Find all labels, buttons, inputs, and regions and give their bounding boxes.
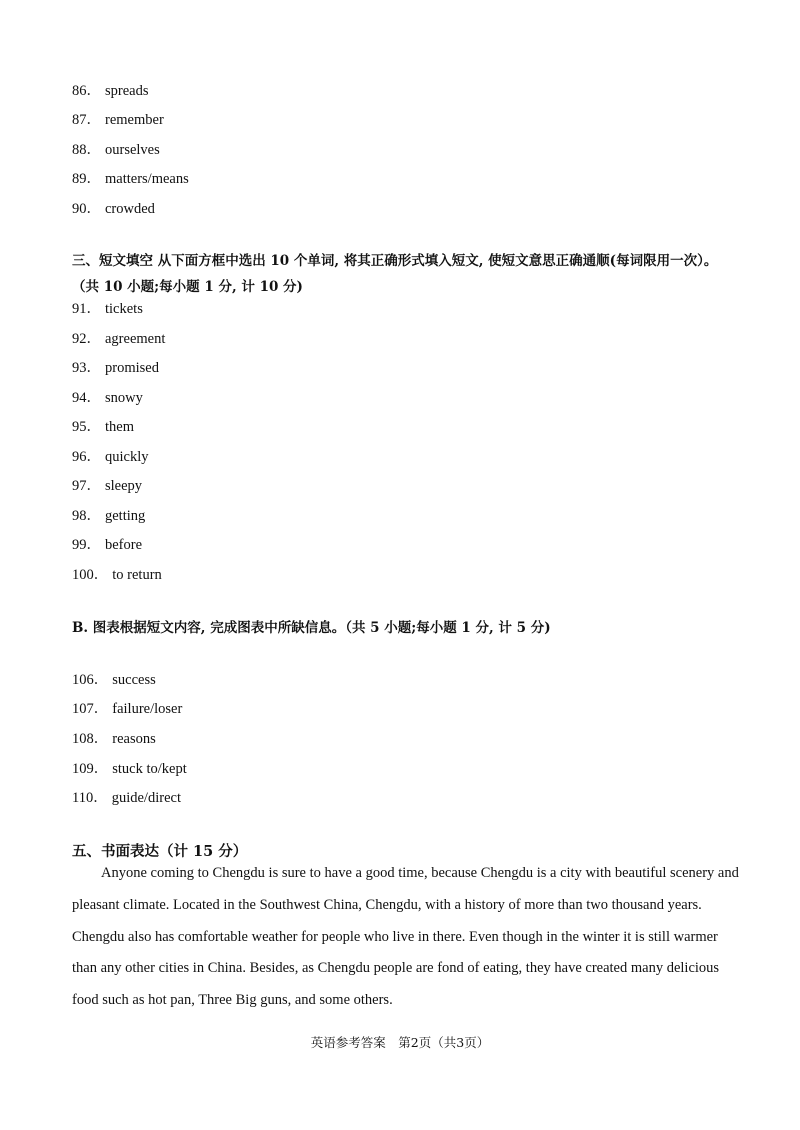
answer-line [72, 138, 160, 159]
question-number: 86． [72, 83, 101, 99]
question-number: 100． [72, 567, 109, 583]
page-footer: 英语参考答案 第2页（共3页） [310, 1035, 490, 1050]
question-number: 92． [72, 331, 101, 347]
answer-line [72, 386, 143, 407]
section-b-heading: B. 图表根据短文内容, 完成图表中所缺信息。（共 5 小题;每小题 1 分, 计 5 分) [72, 620, 551, 636]
answer-text: matters/means [105, 171, 189, 187]
section-five-heading: 五、书面表达（计 15 分） [72, 843, 248, 860]
answer-text: guide/direct [111, 790, 181, 806]
answer-text: remember [105, 112, 164, 128]
question-number: 93． [72, 360, 101, 376]
answer-text: getting [105, 508, 146, 524]
answer-text: to return [112, 567, 162, 583]
answer-line [72, 786, 181, 807]
answer-text: stuck to/kept [112, 761, 187, 777]
question-number: 107． [72, 701, 109, 717]
answer-line [72, 533, 142, 554]
answer-line [72, 563, 162, 584]
answer-text: them [105, 419, 134, 435]
answer-line [72, 297, 143, 318]
answer-text: promised [105, 360, 159, 376]
answer-text: before [105, 537, 143, 553]
answer-line [72, 415, 134, 436]
answer-text: success [112, 672, 156, 688]
essay-line: than any other cities in China. Besides, as Chengdu people are fond of eating, they have created many delicious [72, 960, 720, 976]
section-three-subheading: （共 10 小题;每小题 1 分, 计 10 分) [72, 279, 303, 295]
answer-text: failure/loser [112, 701, 183, 717]
question-number: 110． [72, 790, 108, 806]
question-number: 88． [72, 142, 101, 158]
essay-line: pleasant climate. Located in the Southwest China, Chengdu, with a history of more than two thousand years. [72, 897, 702, 913]
question-number: 87． [72, 112, 101, 128]
question-number: 95． [72, 419, 101, 435]
essay-line: Anyone coming to Chengdu is sure to have a good time, because Chengdu is a city with beautiful scenery and [101, 865, 739, 881]
answer-line [72, 697, 182, 718]
question-number: 99． [72, 537, 101, 553]
answer-line [72, 356, 159, 377]
answer-text: ourselves [105, 142, 160, 158]
answer-text: spreads [105, 83, 149, 99]
question-number: 98． [72, 508, 101, 524]
section-three-heading: 三、短文填空 从下面方框中选出 10 个单词, 将其正确形式填入短文, 使短文意思正确通顺(每词限用一次）。 [72, 253, 718, 269]
answer-line [72, 167, 189, 188]
question-number: 90． [72, 201, 101, 217]
answer-text: tickets [105, 301, 143, 317]
answer-text: reasons [112, 731, 156, 747]
question-number: 89． [72, 171, 101, 187]
answer-text: quickly [105, 449, 149, 465]
question-number: 96． [72, 449, 101, 465]
answer-line [72, 79, 149, 100]
answer-text: sleepy [105, 478, 143, 494]
question-number: 106． [72, 672, 109, 688]
answer-line [72, 197, 155, 218]
answer-line [72, 668, 156, 689]
answer-text: crowded [105, 201, 155, 217]
question-number: 94． [72, 390, 101, 406]
answer-line [72, 504, 145, 525]
answer-line [72, 727, 156, 748]
answer-line [72, 445, 149, 466]
answer-line [72, 474, 142, 495]
answer-text: agreement [105, 331, 166, 347]
question-number: 108． [72, 731, 109, 747]
answer-line [72, 757, 187, 778]
question-number: 109． [72, 761, 109, 777]
essay-line: Chengdu also has comfortable weather for people who live in there. Even though in the winter it is still warmer [72, 929, 718, 945]
question-number: 91． [72, 301, 101, 317]
answer-text: snowy [105, 390, 143, 406]
question-number: 97． [72, 478, 101, 494]
answer-line [72, 327, 165, 348]
essay-line: food such as hot pan, Three Big guns, and some others. [72, 992, 393, 1008]
answer-line [72, 108, 164, 129]
